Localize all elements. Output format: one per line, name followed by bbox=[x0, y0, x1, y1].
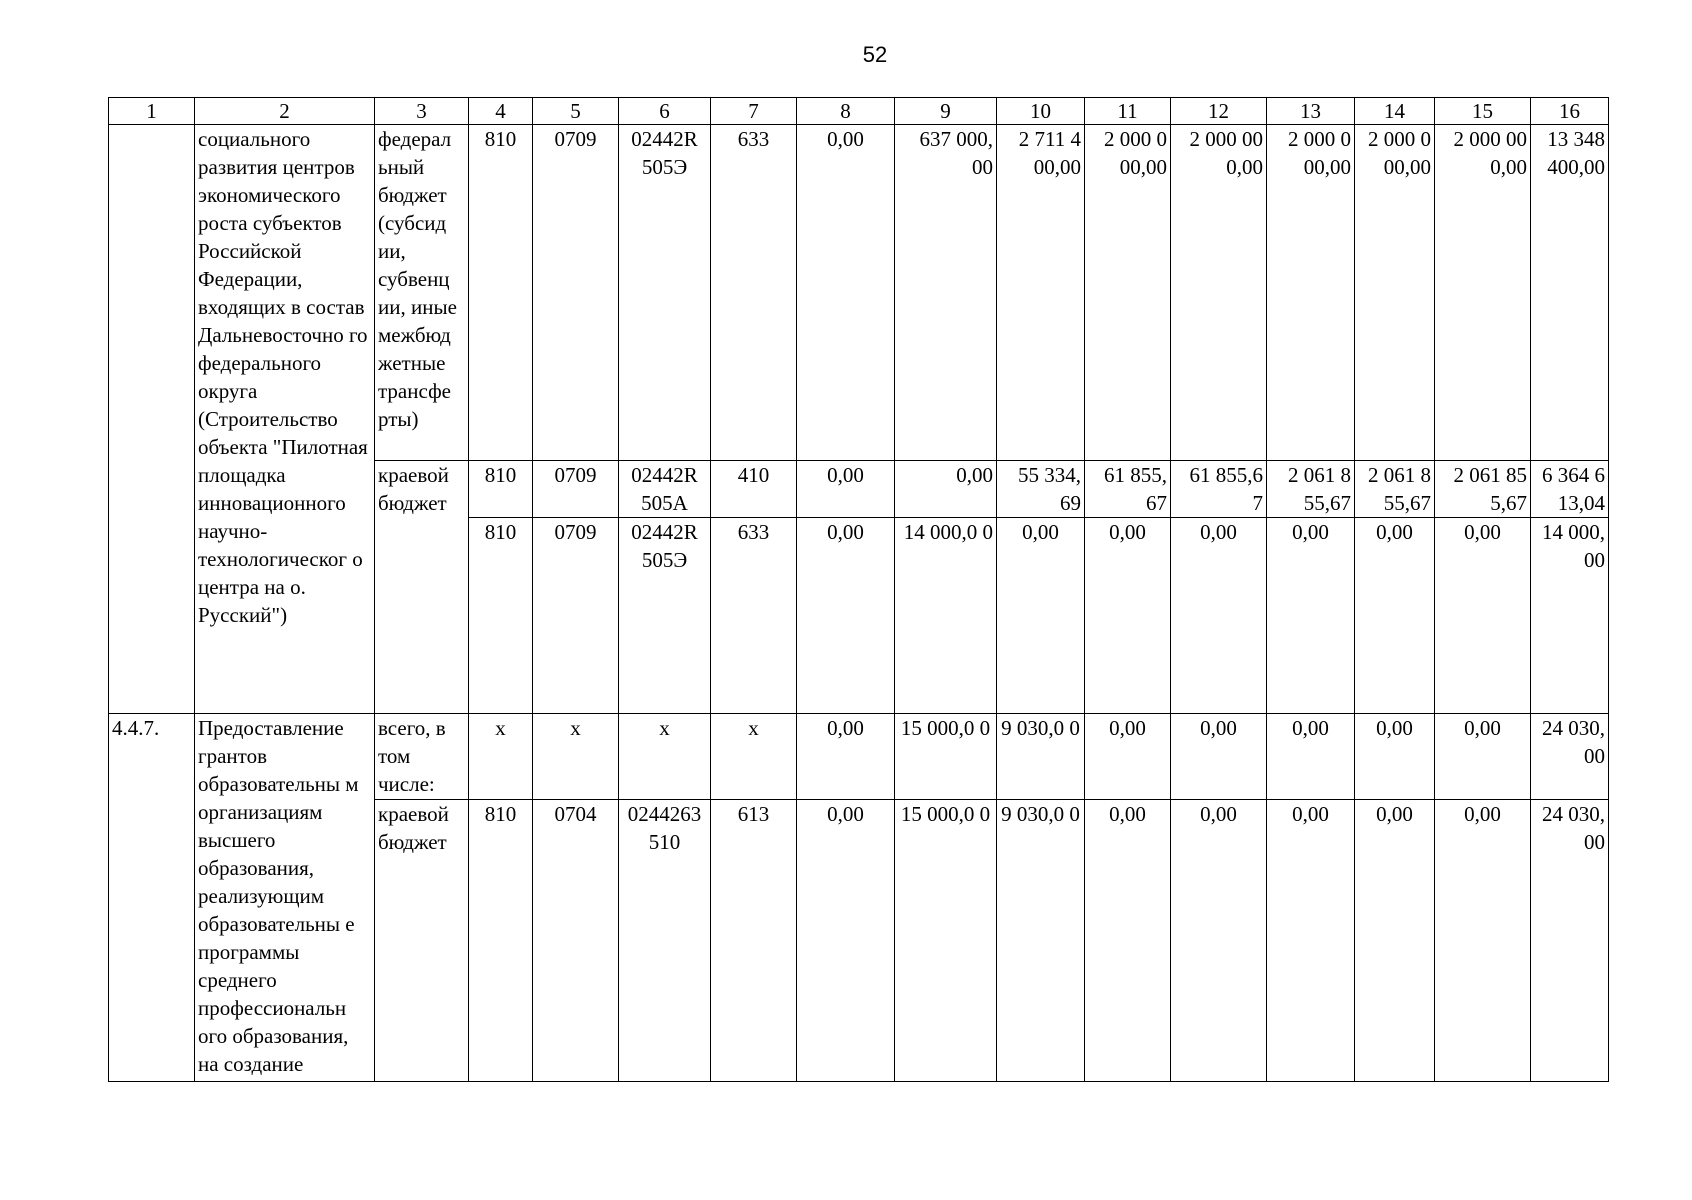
amount-cell: 0,00 bbox=[797, 461, 895, 518]
table-row bbox=[109, 714, 1609, 800]
amount-cell: 0,00 bbox=[797, 125, 895, 461]
header-cell: 15 bbox=[1435, 98, 1531, 125]
funding-source-cell: всего, в том числе: bbox=[375, 714, 469, 800]
funding-source-cell: краевой бюджет bbox=[375, 800, 469, 1082]
amount-cell: 0,00 bbox=[1171, 800, 1267, 1082]
amount-cell: 9 030,0 0 bbox=[997, 800, 1085, 1082]
target-article-cell: 02442R 505Э bbox=[619, 125, 711, 461]
grbs-code-cell: 810 bbox=[469, 800, 533, 1082]
amount-cell: 2 061 8 55,67 bbox=[1267, 461, 1355, 518]
header-row bbox=[109, 98, 1609, 125]
amount-cell: 0,00 bbox=[895, 461, 997, 518]
header-cell: 14 bbox=[1355, 98, 1435, 125]
amount-cell: 0,00 bbox=[1171, 714, 1267, 800]
amount-cell: 0,00 bbox=[1435, 800, 1531, 1082]
header-cell: 7 bbox=[711, 98, 797, 125]
amount-cell: 0,00 bbox=[797, 800, 895, 1082]
expense-type-cell: 633 bbox=[711, 125, 797, 461]
amount-cell: 9 030,0 0 bbox=[997, 714, 1085, 800]
header-cell: 5 bbox=[533, 98, 619, 125]
header-cell: 1 bbox=[109, 98, 195, 125]
table-row bbox=[109, 125, 1609, 461]
target-article-cell: 02442R 505А bbox=[619, 461, 711, 518]
target-article-cell: х bbox=[619, 714, 711, 800]
expense-type-cell: 633 bbox=[711, 518, 797, 714]
event-name-cell: Предоставление грантов образовательны м организациям высшего образования, реализующим образовательны е программы среднего профессиональн ого образования, на создание bbox=[195, 714, 375, 1082]
funding-source-cell: краевой бюджет bbox=[375, 461, 469, 714]
grbs-code-cell: 810 bbox=[469, 125, 533, 461]
event-name-cell: социального развития центров экономического роста субъектов Российской Федерации, входящих в состав Дальневосточно го федерального округа (Строительство объекта "Пилотная площадка инновационного научно-технологическог о центра на о. Русский") bbox=[195, 125, 375, 714]
grbs-code-cell: 810 bbox=[469, 461, 533, 518]
header-cell: 6 bbox=[619, 98, 711, 125]
total-cell: 24 030, 00 bbox=[1531, 714, 1609, 800]
header-cell: 13 bbox=[1267, 98, 1355, 125]
amount-cell: 2 000 0 00,00 bbox=[1267, 125, 1355, 461]
amount-cell: 0,00 bbox=[1435, 518, 1531, 714]
amount-cell: 2 000 00 0,00 bbox=[1171, 125, 1267, 461]
total-cell: 24 030, 00 bbox=[1531, 800, 1609, 1082]
amount-cell: 55 334, 69 bbox=[997, 461, 1085, 518]
grbs-code-cell: 810 bbox=[469, 518, 533, 714]
amount-cell: 637 000, 00 bbox=[895, 125, 997, 461]
amount-cell: 0,00 bbox=[797, 714, 895, 800]
amount-cell: 0,00 bbox=[997, 518, 1085, 714]
amount-cell: 15 000,0 0 bbox=[895, 714, 997, 800]
page-number: 52 bbox=[862, 42, 888, 67]
amount-cell: 0,00 bbox=[1355, 518, 1435, 714]
amount-cell: 2 000 00 0,00 bbox=[1435, 125, 1531, 461]
row-number-cell bbox=[109, 125, 195, 714]
amount-cell: 0,00 bbox=[1355, 714, 1435, 800]
amount-cell: 2 000 0 00,00 bbox=[1355, 125, 1435, 461]
amount-cell: 0,00 bbox=[797, 518, 895, 714]
target-article-cell: 0244263 510 bbox=[619, 800, 711, 1082]
total-cell: 6 364 6 13,04 bbox=[1531, 461, 1609, 518]
expense-type-cell: 613 bbox=[711, 800, 797, 1082]
amount-cell: 61 855,6 7 bbox=[1171, 461, 1267, 518]
section-code-cell: 0709 bbox=[533, 461, 619, 518]
amount-cell: 0,00 bbox=[1435, 714, 1531, 800]
amount-cell: 14 000,0 0 bbox=[895, 518, 997, 714]
budget-table bbox=[108, 97, 1609, 1082]
amount-cell: 0,00 bbox=[1085, 518, 1171, 714]
amount-cell: 2 711 4 00,00 bbox=[997, 125, 1085, 461]
amount-cell: 0,00 bbox=[1355, 800, 1435, 1082]
amount-cell: 0,00 bbox=[1085, 800, 1171, 1082]
amount-cell: 0,00 bbox=[1267, 714, 1355, 800]
row-number-cell: 4.4.7. bbox=[109, 714, 195, 1082]
amount-cell: 0,00 bbox=[1267, 800, 1355, 1082]
header-cell: 11 bbox=[1085, 98, 1171, 125]
header-cell: 8 bbox=[797, 98, 895, 125]
amount-cell: 15 000,0 0 bbox=[895, 800, 997, 1082]
header-cell: 3 bbox=[375, 98, 469, 125]
header-cell: 2 bbox=[195, 98, 375, 125]
grbs-code-cell: х bbox=[469, 714, 533, 800]
amount-cell: 0,00 bbox=[1171, 518, 1267, 714]
total-cell: 13 348 400,00 bbox=[1531, 125, 1609, 461]
header-cell: 12 bbox=[1171, 98, 1267, 125]
header-cell: 16 bbox=[1531, 98, 1609, 125]
section-code-cell: 0704 bbox=[533, 800, 619, 1082]
expense-type-cell: х bbox=[711, 714, 797, 800]
header-cell: 4 bbox=[469, 98, 533, 125]
amount-cell: 2 061 85 5,67 bbox=[1435, 461, 1531, 518]
header-cell: 9 bbox=[895, 98, 997, 125]
target-article-cell: 02442R 505Э bbox=[619, 518, 711, 714]
section-code-cell: х bbox=[533, 714, 619, 800]
amount-cell: 61 855, 67 bbox=[1085, 461, 1171, 518]
total-cell: 14 000, 00 bbox=[1531, 518, 1609, 714]
amount-cell: 0,00 bbox=[1267, 518, 1355, 714]
expense-type-cell: 410 bbox=[711, 461, 797, 518]
section-code-cell: 0709 bbox=[533, 518, 619, 714]
section-code-cell: 0709 bbox=[533, 125, 619, 461]
funding-source-cell: федерал ьный бюджет (субсид ии, субвенц ии, иные межбюд жетные трансфе рты) bbox=[375, 125, 469, 461]
amount-cell: 0,00 bbox=[1085, 714, 1171, 800]
amount-cell: 2 061 8 55,67 bbox=[1355, 461, 1435, 518]
header-cell: 10 bbox=[997, 98, 1085, 125]
amount-cell: 2 000 0 00,00 bbox=[1085, 125, 1171, 461]
